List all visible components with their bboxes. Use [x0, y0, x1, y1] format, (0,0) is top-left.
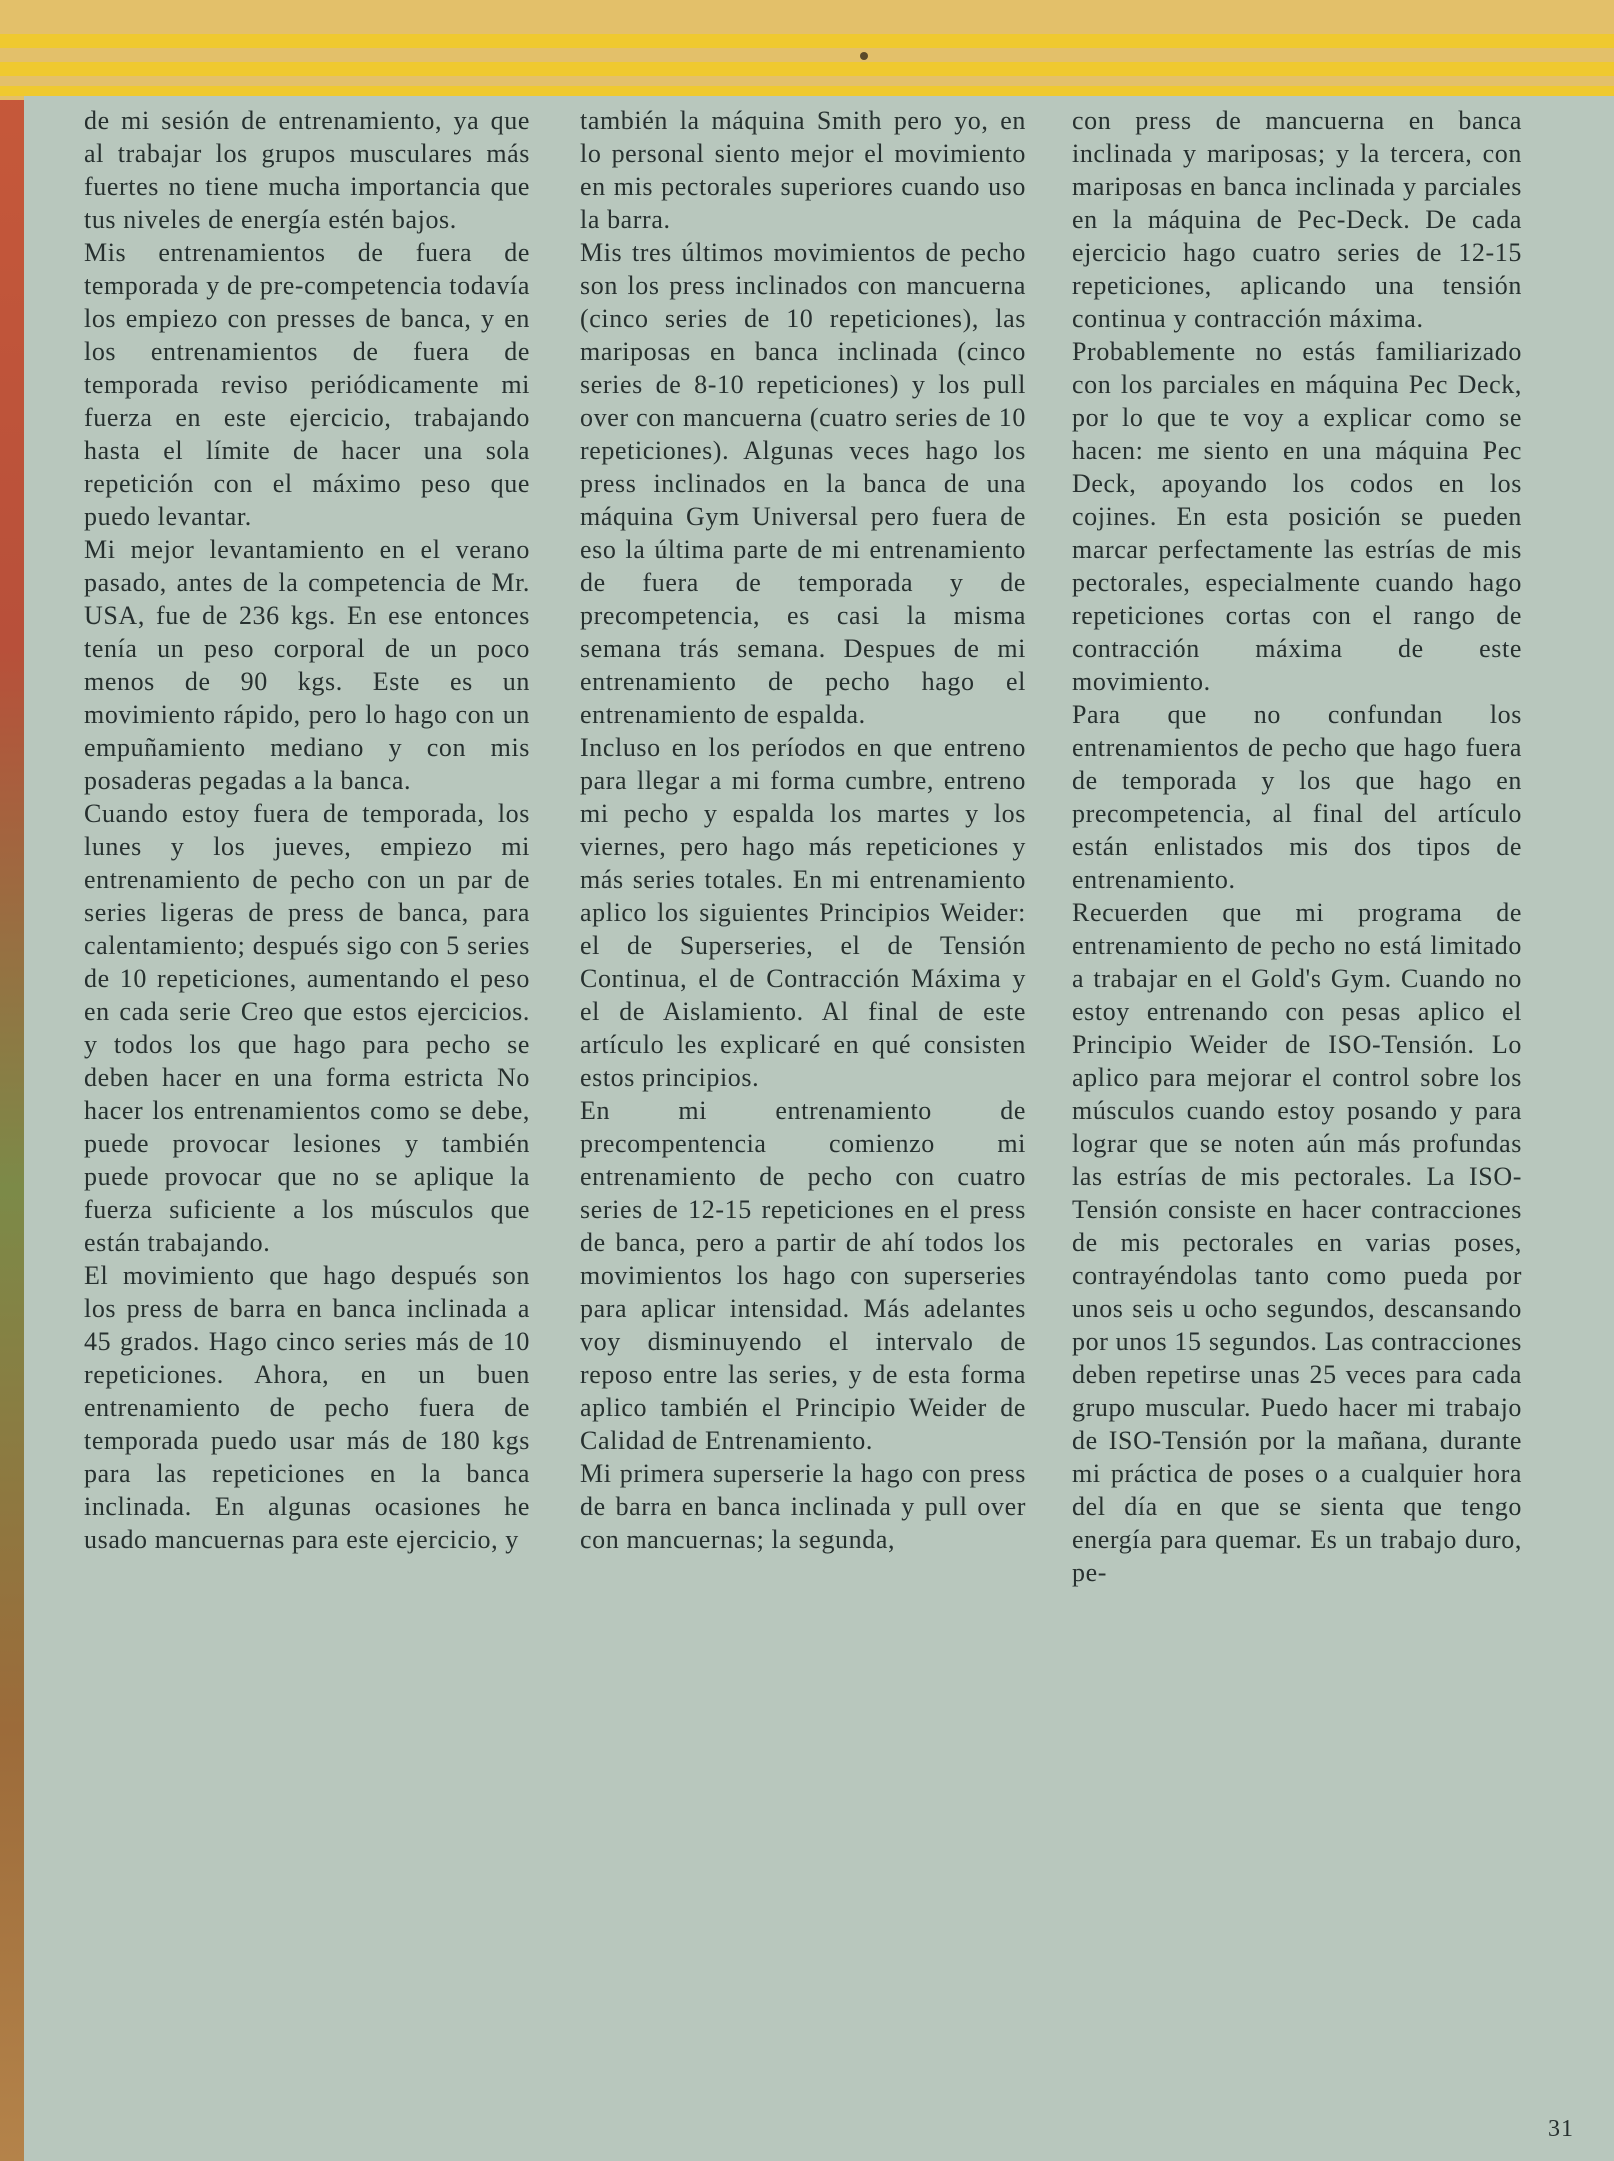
paragraph: Mis tres últimos movimientos de pecho son los press inclinados con mancuerna (cinco series de 10 repeticiones), las mariposas en banca inclinada (cinco series de 8-10 repeticiones) y los pull over con mancuerna (cuatro series de 10 repeticiones). Algunas veces hago los press inclinados en la banca de una máquina Gym Universal pero fuera de eso la última parte de mi entrenamiento de fuera de temporada y de precompetencia, es casi la misma semana trás semana. Despues de mi entrenamiento de pecho hago el entrenamiento de espalda.	[580, 238, 1026, 729]
paragraph: Probablemente no estás familiarizado con los parciales en máquina Pec Deck, por lo que te voy a explicar como se hacen: me siento en una máquina Pec Deck, apoyando los codos en los cojines. En esta posición se pueden marcar perfectamente las estrías de mis pectorales, especialmente cuando hago repeticiones cortas con el rango de contracción máxima de este movimiento.	[1072, 337, 1522, 696]
header-ornament	[860, 52, 868, 60]
header-stripe	[0, 86, 1614, 96]
paragraph: El movimiento que hago después son los press de barra en banca inclinada a 45 grados. Hago cinco series más de 10 repeticiones. Ahora, en un buen entrenamiento de pecho fuera de temporada puedo usar más de 180 kgs para las repeticiones en la banca inclinada. En algunas ocasiones he usado mancuernas para este ejercicio, y	[84, 1261, 530, 1554]
paragraph: Mis entrenamientos de fuera de temporada y de pre-competencia todavía los empiezo con presses de banca, y en los entrenamientos de fuera de temporada reviso periódicamente mi fuerza en este ejercicio, trabajando hasta el límite de hacer una sola repetición con el máximo peso que puedo levantar.	[84, 238, 530, 531]
page-edge-strip	[0, 0, 24, 2161]
paragraph: Para que no confundan los entrenamientos de pecho que hago fuera de temporada y los que hago en precompetencia, al final del artículo están enlistados mis dos tipos de entrenamiento.	[1072, 700, 1522, 894]
text-column-2	[580, 104, 1026, 1556]
page-number: 31	[1548, 2116, 1574, 2142]
text-column-3	[1072, 104, 1522, 1589]
paragraph: también la máquina Smith pero yo, en lo personal siento mejor el movimiento en mis pectorales superiores cuando uso la barra.	[580, 106, 1026, 234]
header-stripe	[0, 62, 1614, 76]
magazine-page	[24, 96, 1614, 2161]
header-stripe	[0, 34, 1614, 48]
paragraph: Mi mejor levantamiento en el verano pasado, antes de la competencia de Mr. USA, fue de 236 kgs. En ese entonces tenía un peso corporal de un poco menos de 90 kgs. Este es un movimiento rápido, pero lo hago con un empuñamiento mediano y con mis posaderas pegadas a la banca.	[84, 535, 530, 795]
text-column-1	[84, 104, 530, 1556]
paragraph: Incluso en los períodos en que entreno para llegar a mi forma cumbre, entreno mi pecho y espalda los martes y los viernes, pero hago más repeticiones y más series totales. En mi entrenamiento aplico los siguientes Principios Weider: el de Superseries, el de Tensión Continua, el de Contracción Máxima y el de Aislamiento. Al final de este artículo les explicaré en qué consisten estos principios.	[580, 733, 1026, 1092]
header-stripe-band	[0, 0, 1614, 100]
paragraph: Cuando estoy fuera de temporada, los lunes y los jueves, empiezo mi entrenamiento de pecho con un par de series ligeras de press de banca, para calentamiento; después sigo con 5 series de 10 repeticiones, aumentando el peso en cada serie Creo que estos ejercicios. y todos los que hago para pecho se deben hacer en una forma estricta No hacer los entrenamientos como se debe, puede provocar lesiones y también puede provocar que no se aplique la fuerza suficiente a los músculos que están trabajando.	[84, 799, 530, 1257]
paragraph: Recuerden que mi programa de entrenamiento de pecho no está limitado a trabajar en el Gold's Gym. Cuando no estoy entrenando con pesas aplico el Principio Weider de ISO-Tensión. Lo aplico para mejorar el control sobre los músculos cuando estoy posando y para lograr que se noten aún más profundas las estrías de mis pectorales. La ISO-Tensión consiste en hacer contracciones de mis pectorales en varias poses, contrayéndolas tanto como pueda por unos seis u ocho segundos, descansando por unos 15 segundos. Las contracciones deben repetirse unas 25 veces para cada grupo muscular. Puedo hacer mi trabajo de ISO-Tensión por la mañana, durante mi práctica de poses o a cualquier hora del día en que se sienta que tengo energía para quemar. Es un trabajo duro, pe-	[1072, 898, 1522, 1587]
paragraph: En mi entrenamiento de precompentencia comienzo mi entrenamiento de pecho con cuatro series de 12-15 repeticiones en el press de banca, pero a partir de ahí todos los movimientos los hago con superseries para aplicar intensidad. Más adelantes voy disminuyendo el intervalo de reposo entre las series, y de esta forma aplico también el Principio Weider de Calidad de Entrenamiento.	[580, 1096, 1026, 1455]
paragraph: con press de mancuerna en banca inclinada y mariposas; y la tercera, con mariposas en banca inclinada y parciales en la máquina de Pec-Deck. De cada ejercicio hago cuatro series de 12-15 repeticiones, aplicando una tensión continua y contracción máxima.	[1072, 106, 1522, 333]
paragraph: de mi sesión de entrenamiento, ya que al trabajar los grupos musculares más fuertes no tiene mucha importancia que tus niveles de energía estén bajos.	[84, 106, 530, 234]
paragraph: Mi primera superserie la hago con press de barra en banca inclinada y pull over con mancuernas; la segunda,	[580, 1459, 1026, 1554]
